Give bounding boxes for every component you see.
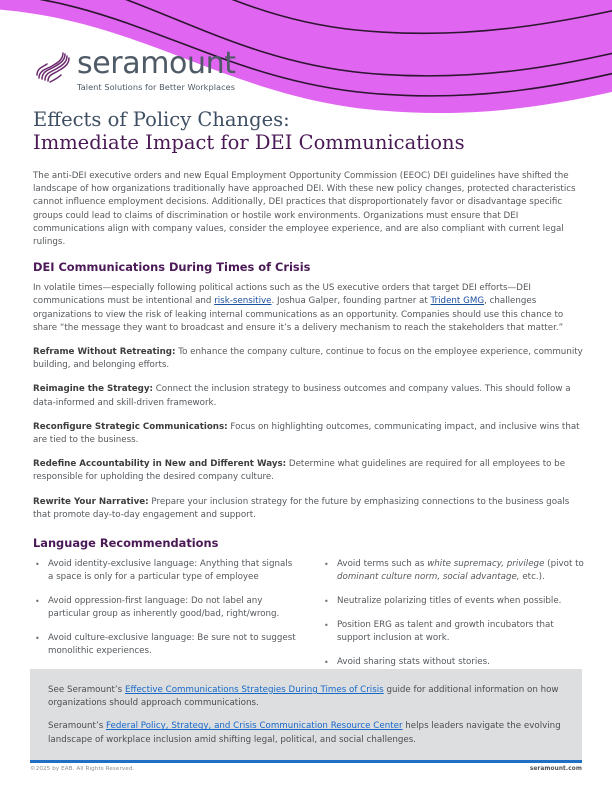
tip-label: Rewrite Your Narrative: (33, 496, 149, 507)
tip-text: Connect the inclusion strategy to business outcomes and company values. This should follow a data-informed and skill-driven framework. (33, 384, 571, 408)
trident-gmg-link[interactable]: Trident GMG (430, 296, 485, 307)
section-heading-crisis: DEI Communications During Times of Crisis (33, 260, 311, 275)
page-title-line-1: Effects of Policy Changes: (33, 108, 290, 131)
tip-rewrite-your-narrative (33, 496, 585, 522)
tip-label: Reimagine the Strategy: (33, 384, 153, 395)
page-footer (30, 766, 582, 772)
seramount-logo (36, 48, 236, 93)
crisis-intro-paragraph (33, 282, 585, 335)
callout-p2-part-2: helps leaders navigate the evolving landscape of workplace inclusion amid shifting legal, political, and social challenges. (48, 721, 561, 745)
tip-text: Determine what guidelines are required for all employees to be responsible for upholding the desired company culture. (33, 459, 566, 483)
list-item (322, 558, 585, 584)
callout-p1-part-2: guide for additional information on how organizations should approach communications. (48, 685, 559, 709)
list-item: • Avoid culture-exclusive language: Be sure not to suggest monolithic experiences. (33, 632, 296, 658)
tip-text: Prepare your inclusion strategy for the future by emphasizing connections to the business goals that promote day-to-day engagement and support. (33, 496, 570, 520)
list-item: • Neutralize polarizing titles of events when possible. (322, 595, 585, 608)
document-content (33, 108, 585, 693)
lead-paragraph: The anti-DEI executive orders and new Equal Employment Opportunity Commission (EEOC) DEI guidelines have shifted the landscape of how organizations traditionally have approached DEI. With these new policy changes, protected characteristics cannot influence employment decisions. Additionally, DEI practices that disproportionately favor or disadvantage specific groups could lead to claims of discrimination or hostile work environments. Organizations must ensure that DEI communications align with company values, consider the employee experience, and are also compliant with current legal rulings. (33, 171, 576, 248)
crisis-intro-part-2: . Joshua Galper, founding partner at (271, 296, 431, 307)
callout-paragraph-2 (48, 720, 564, 746)
seramount-logo-mark-icon (36, 48, 70, 84)
tip-redefine-accountability (33, 458, 585, 484)
page-title-line-2: Immediate Impact for DEI Communications (33, 131, 465, 154)
language-bullets-right (322, 558, 585, 669)
list-item: • Position ERG as talent and growth incubators that support inclusion at work. (322, 619, 585, 645)
tip-reimagine-the-strategy (33, 383, 585, 409)
section-heading-language: Language Recommendations (33, 536, 219, 551)
logo-tagline: Talent Solutions for Better Workplaces (77, 82, 236, 92)
tip-reframe-without-retreating (33, 346, 585, 372)
tip-reconfigure-strategic-communications (33, 421, 585, 447)
tip-label: Reframe Without Retreating: (33, 347, 176, 358)
language-bullets-left (33, 558, 296, 682)
crisis-intro-part-1: In volatile times—especially following political actions such as the US executive orders that target DEI efforts—DEI communications must be intentional and (33, 283, 531, 307)
bullet-emphasis-2: dominant culture norm, social advantage, (337, 572, 520, 583)
tip-label: Redefine Accountability in New and Different Ways: (33, 459, 287, 470)
effective-communications-strategies-link[interactable]: Effective Communications Strategies During Times of Crisis (124, 685, 384, 695)
callout-p2-part-1: Seramount’s (48, 721, 107, 732)
list-item: • Avoid oppression-first language: Do not label any particular group as inherently good/bad, right/wrong. (33, 595, 296, 621)
tip-text: To enhance the company culture, continue to focus on the employee experience, community building, and belonging efforts. (33, 347, 583, 371)
footer-copyright: ©2025 by EAB. All Rights Reserved. (30, 766, 135, 772)
tip-text: Focus on highlighting outcomes, communicating impact, and inclusive wins that are tied to the business. (33, 421, 580, 446)
crisis-intro-part-3: , challenges organizations to view the risk of leaking internal communications as an opportunity. Companies should use this chance to share “the message they want to broadcast and ensure it’s a delivery mechanism to reach the stakeholders that matter.” (33, 296, 564, 333)
tip-label: Reconfigure Strategic Communications: (33, 421, 228, 432)
bullet-emphasis-1: white supremacy, privilege (427, 559, 545, 570)
logo-wordmark: seramount (77, 46, 236, 81)
bullet-part-2: (pivot to (544, 559, 584, 570)
page-title (33, 108, 585, 154)
resources-callout-box (30, 669, 582, 763)
bullet-part-1: Avoid terms such as (337, 559, 428, 570)
federal-policy-resource-center-link[interactable]: Federal Policy, Strategy, and Crisis Communication Resource Center (106, 721, 403, 732)
list-item: • Avoid identity-exclusive language: Anything that signals a space is only for a particular type of employee (33, 558, 296, 584)
bullet-part-3: etc.). (519, 572, 545, 583)
list-item: • Avoid sharing stats without stories. (322, 656, 585, 669)
callout-paragraph-1 (48, 684, 564, 710)
footer-website: seramount.com (529, 766, 582, 772)
callout-p1-part-1: See Seramount’s (48, 685, 125, 695)
risk-sensitive-link[interactable]: risk-sensitive (214, 296, 272, 307)
